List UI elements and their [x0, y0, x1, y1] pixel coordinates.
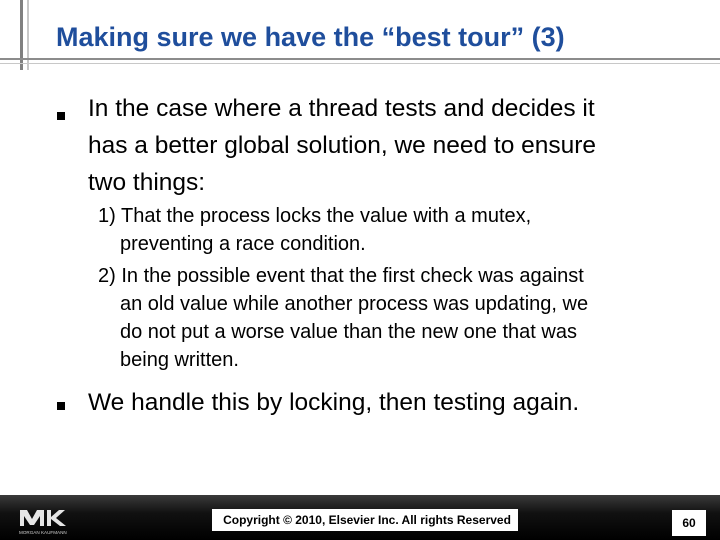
sub-item-line: do not put a worse value than the new one that was [120, 321, 577, 343]
sub-item-line: 1) That the process locks the value with a mutex, [98, 205, 532, 227]
bullet-line: has a better global solution, we need to ensure [88, 132, 597, 159]
copyright-text: Copyright © 2010, Elsevier Inc. All rights Reserved [223, 513, 511, 527]
bullet-line: two things: [88, 169, 206, 196]
bullet-square-icon [57, 402, 65, 410]
title-underline [0, 63, 720, 64]
sub-item-line: preventing a race condition. [120, 233, 366, 255]
bullet-line: We handle this by locking, then testing again. [88, 389, 580, 416]
page-number: 60 [682, 516, 696, 530]
sub-item [98, 202, 531, 258]
slide-title: Making sure we have the “best tour” (3) [56, 22, 565, 52]
title-underline [0, 58, 720, 60]
sub-item-line: being written. [120, 349, 239, 371]
bullet-line: In the case where a thread tests and decides it [88, 95, 595, 122]
sub-item [98, 262, 588, 374]
bullet-item [88, 90, 596, 201]
svg-text:MORGAN KAUFMANN: MORGAN KAUFMANN [19, 530, 67, 535]
bullet-item [88, 384, 579, 421]
sub-item-line: 2) In the possible event that the first check was against [98, 265, 584, 287]
sub-item-line: an old value while another process was updating, we [120, 293, 589, 315]
bullet-square-icon [57, 112, 65, 120]
